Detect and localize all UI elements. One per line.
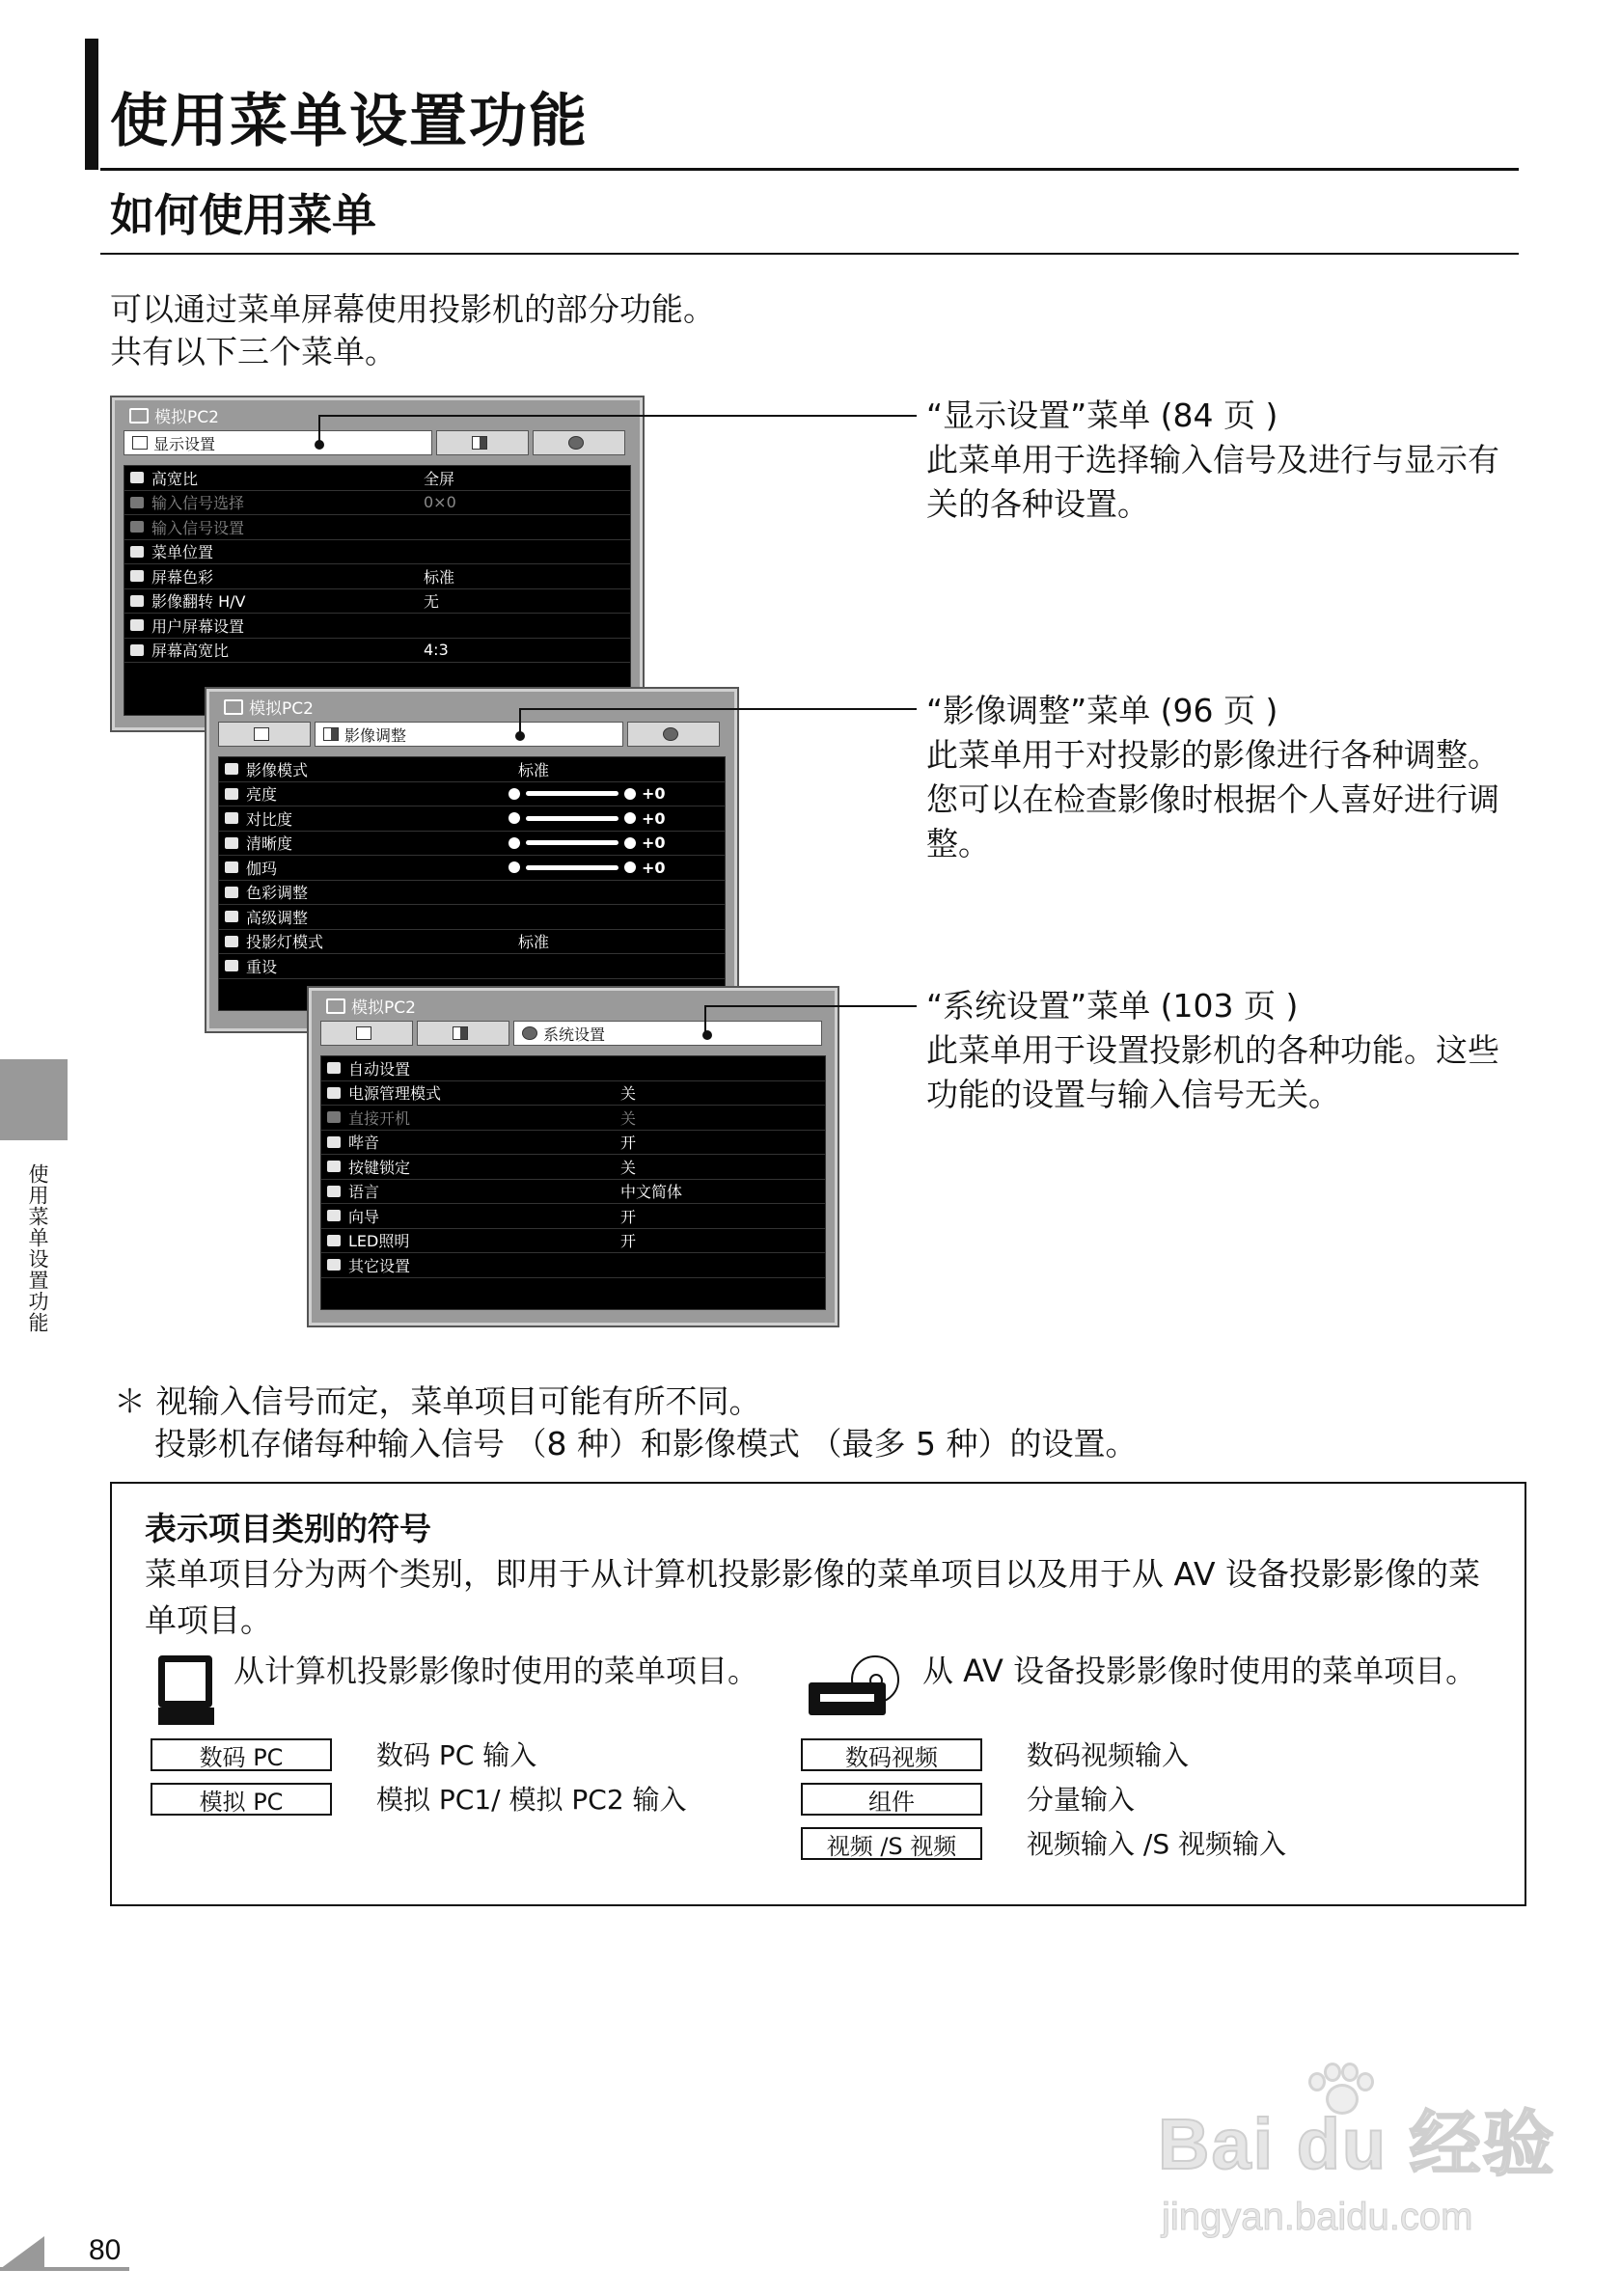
slider-track[interactable] (526, 816, 618, 821)
menu-item-value: 开 (620, 1207, 637, 1226)
menu2-window-title: 模拟PC2 (224, 695, 314, 719)
menu-item[interactable] (124, 639, 630, 664)
monitor-icon (224, 699, 243, 715)
menu-item-label: 直接开机 (348, 1108, 411, 1128)
menu-item-icon (327, 1235, 341, 1246)
menu-item-label: 电源管理模式 (348, 1084, 442, 1104)
display-settings-icon (132, 436, 148, 450)
menu-item-slider[interactable] (508, 784, 666, 803)
menu-item-label: 高宽比 (151, 469, 199, 488)
menu-item[interactable] (321, 1056, 825, 1081)
menu-item-label: 清晰度 (246, 834, 293, 854)
menu-item-icon (130, 570, 144, 582)
tab-image-adjust[interactable] (436, 430, 529, 455)
tab-image-adjust[interactable]: 影像调整 (315, 722, 623, 747)
menu-item-icon (327, 1087, 341, 1099)
menu-item-label: 重设 (246, 957, 278, 976)
menu-item[interactable] (321, 1180, 825, 1205)
menu-item[interactable] (219, 832, 725, 857)
menu-item-label: 屏幕色彩 (151, 567, 214, 587)
image-adjust-icon (323, 727, 339, 741)
menu-item[interactable] (321, 1081, 825, 1107)
menu-item[interactable] (219, 905, 725, 930)
menu-item-icon (130, 595, 144, 607)
desc-digital-pc: 数码 PC 输入 (376, 1739, 537, 1771)
note-line-2: 投影机存储每种输入信号 （8 种）和影像模式 （最多 5 种）的设置。 (154, 1425, 1138, 1462)
slider-min-icon (508, 788, 520, 800)
callout-1-leader (318, 415, 917, 417)
menu-item-icon (327, 1259, 341, 1271)
menu-item-icon (327, 1111, 341, 1123)
menu-item-value: 标准 (424, 567, 455, 587)
callout-3-body: 此菜单用于设置投影机的各种功能。这些功能的设置与输入信号无关。 (926, 1031, 1499, 1113)
menu-item-label: 哔音 (348, 1134, 380, 1153)
monitor-icon (129, 408, 149, 424)
menu3-window-title: 模拟PC2 (326, 994, 416, 1018)
menu-item-label: 输入信号选择 (151, 494, 245, 513)
menu1-window-title: 模拟PC2 (129, 403, 219, 427)
menu-item-label: 其它设置 (348, 1256, 411, 1275)
desc-component: 分量输入 (1027, 1784, 1136, 1816)
menu-item-slider[interactable] (508, 834, 666, 852)
slider-value: +0 (642, 858, 666, 877)
callout-2-body: 此菜单用于对投影的影像进行各种调整。您可以在检查影像时根据个人喜好进行调整。 (926, 736, 1499, 862)
label-video-svideo: 视频 /S 视频 (801, 1827, 982, 1860)
menu-item-label: 高级调整 (246, 908, 309, 927)
menu2-tabs (218, 722, 724, 749)
intro-line-1: 可以通过菜单屏幕使用投影机的部分功能。 (110, 290, 715, 328)
image-adjust-icon (472, 436, 487, 450)
baidu-watermark-url: jingyan.baidu.com (1162, 2196, 1473, 2238)
menu-item-label: 影像翻转 H/V (151, 592, 246, 612)
menu-item[interactable] (219, 881, 725, 906)
baidu-watermark-logo: Bai du 经验 (1158, 2104, 1556, 2184)
menu-item[interactable] (321, 1204, 825, 1229)
menu-item-icon (225, 763, 238, 775)
menu-item-slider[interactable] (508, 809, 666, 828)
menu3-tabs (320, 1021, 826, 1048)
menu-item-icon (225, 911, 238, 922)
menu-item[interactable] (124, 589, 630, 615)
slider-track[interactable] (526, 791, 618, 796)
side-chapter-tab (0, 1059, 68, 1140)
menu-item[interactable] (124, 540, 630, 565)
desc-video-svideo: 视频输入 /S 视频输入 (1027, 1828, 1287, 1860)
menu-item-label: 自动设置 (348, 1059, 411, 1079)
menu-item-label: 向导 (348, 1207, 380, 1226)
callout-1-body: 此菜单用于选择输入信号及进行与显示有关的各种设置。 (926, 441, 1499, 523)
callout-3-leader-v (704, 1005, 706, 1032)
menu-item-label: LED照明 (348, 1232, 410, 1251)
slider-min-icon (508, 812, 520, 824)
menu3-item-list (320, 1055, 826, 1310)
menu-item-value: 无 (424, 592, 440, 612)
menu-item-icon (327, 1210, 341, 1221)
slider-track[interactable] (526, 840, 618, 845)
menu-item-label: 色彩调整 (246, 884, 309, 903)
monitor-icon (326, 998, 345, 1014)
menu-item-value: 关 (620, 1108, 637, 1128)
callout-3-heading: “系统设置”菜单 (103 页 ) (926, 987, 1299, 1025)
label-analog-pc: 模拟 PC (151, 1783, 332, 1816)
system-settings-menu (307, 986, 839, 1327)
menu-item[interactable] (124, 614, 630, 639)
slider-track[interactable] (526, 865, 618, 870)
label-component: 组件 (801, 1783, 982, 1816)
menu-item-icon (225, 861, 238, 873)
slider-max-icon (624, 837, 636, 849)
image-adjust-menu (205, 687, 739, 1033)
menu-item-icon (130, 521, 144, 533)
section-title: 如何使用菜单 (110, 189, 376, 241)
menu-item-value: 开 (620, 1134, 637, 1153)
callout-1-leader-v (318, 415, 320, 444)
desc-digital-video: 数码视频输入 (1027, 1739, 1190, 1771)
tab-system-settings[interactable] (627, 722, 720, 747)
menu-item-label: 按键锁定 (348, 1158, 411, 1177)
av-category-text: 从 AV 设备投影影像时使用的菜单项目。 (922, 1653, 1477, 1689)
callout-1-heading: “显示设置”菜单 (84 页 ) (926, 396, 1278, 434)
menu-item[interactable] (219, 782, 725, 807)
menu2-item-list (218, 756, 726, 1011)
tab-display-settings[interactable]: 显示设置 (124, 430, 432, 455)
system-settings-icon (663, 727, 678, 741)
menu-item-value: 标准 (518, 933, 550, 952)
menu-item-icon (130, 497, 144, 508)
label-digital-pc: 数码 PC (151, 1738, 332, 1771)
menu-item-label: 屏幕高宽比 (151, 642, 230, 661)
menu-item-icon (130, 644, 144, 656)
callout-2-heading: “影像调整”菜单 (96 页 ) (926, 692, 1278, 729)
slider-value: +0 (642, 784, 666, 804)
symbol-box-description: 菜单项目分为两个类别，即用于从计算机投影影像的菜单项目以及用于从 AV 设备投影影像的菜单项目。 (145, 1555, 1481, 1639)
callout-2-leader-v (519, 708, 521, 735)
menu-item-label: 输入信号设置 (151, 518, 245, 537)
slider-max-icon (624, 812, 636, 824)
slider-value: +0 (642, 808, 666, 828)
slider-value: +0 (642, 834, 666, 853)
menu-item-icon (327, 1136, 341, 1148)
menu-item-icon (225, 960, 238, 971)
menu-item[interactable] (219, 954, 725, 979)
page-title: 使用菜单设置功能 (110, 88, 589, 155)
menu-item[interactable] (219, 930, 725, 955)
display-settings-icon (356, 1026, 371, 1040)
menu-item-icon (327, 1062, 341, 1074)
side-chapter-label: 使用菜单设置功能 (26, 1163, 49, 1333)
menu-item[interactable] (219, 757, 725, 782)
menu-item-icon (225, 936, 238, 947)
menu-item-label: 对比度 (246, 809, 293, 829)
callout-3-leader (704, 1005, 917, 1007)
menu-item[interactable] (124, 491, 630, 516)
label-digital-video: 数码视频 (801, 1738, 982, 1771)
tab-display-settings[interactable] (320, 1021, 413, 1046)
display-settings-icon (254, 727, 269, 741)
title-bar-accent (85, 39, 98, 170)
menu-item-value: 标准 (518, 760, 550, 779)
menu-item[interactable] (124, 466, 630, 491)
menu-item-label: 语言 (348, 1183, 380, 1202)
note-line-1: ＊ 视输入信号而定，菜单项目可能有所不同。 (114, 1382, 761, 1420)
symbol-box-heading: 表示项目类别的符号 (145, 1510, 431, 1547)
tab-image-adjust[interactable] (417, 1021, 509, 1046)
tab-display-settings[interactable] (218, 722, 311, 747)
menu-item-value: 0×0 (424, 493, 456, 512)
system-settings-icon (568, 436, 584, 450)
menu-item[interactable] (321, 1253, 825, 1278)
menu-item[interactable] (219, 806, 725, 832)
page-number-tab (0, 2236, 44, 2269)
tab-system-settings[interactable]: 系统设置 (513, 1021, 822, 1046)
menu-item-icon (225, 812, 238, 824)
callout-2-leader (519, 708, 917, 710)
menu-item-label: 影像模式 (246, 760, 309, 779)
image-adjust-icon (453, 1026, 468, 1040)
slider-max-icon (624, 788, 636, 800)
system-settings-icon (522, 1026, 537, 1040)
menu-item[interactable] (321, 1155, 825, 1180)
slider-min-icon (508, 861, 520, 873)
menu-item-icon (130, 546, 144, 558)
display-settings-menu (110, 396, 645, 732)
menu1-item-list (124, 465, 631, 716)
menu-item-icon (225, 837, 238, 849)
page-number: 80 (89, 2234, 122, 2266)
menu-item-value: 关 (620, 1158, 637, 1177)
menu1-tabs (124, 430, 629, 457)
pc-category-text: 从计算机投影影像时使用的菜单项目。 (234, 1653, 759, 1689)
menu-item-value: 全屏 (424, 469, 455, 488)
menu-item[interactable] (321, 1229, 825, 1254)
menu-item[interactable] (219, 856, 725, 881)
menu-item-slider[interactable] (508, 859, 666, 877)
title-rule (100, 168, 1519, 171)
av-device-icon (809, 1655, 905, 1723)
page-number-rule (0, 2267, 129, 2271)
menu-item[interactable] (124, 515, 630, 540)
menu-item-value: 开 (620, 1232, 637, 1251)
menu-item-icon (130, 619, 144, 631)
section-rule (100, 253, 1519, 255)
menu-item-label: 投影灯模式 (246, 933, 324, 952)
menu-item-label: 用户屏幕设置 (151, 616, 245, 636)
menu-item[interactable] (321, 1106, 825, 1131)
menu-item-label: 亮度 (246, 785, 278, 805)
menu-item-value: 关 (620, 1084, 637, 1104)
computer-icon (152, 1655, 214, 1727)
intro-line-2: 共有以下三个菜单。 (110, 333, 397, 370)
menu-item[interactable] (124, 564, 630, 589)
menu-item-value: 中文简体 (620, 1183, 683, 1202)
slider-max-icon (624, 861, 636, 873)
menu-item-icon (130, 472, 144, 483)
desc-analog-pc: 模拟 PC1/ 模拟 PC2 输入 (376, 1784, 687, 1816)
menu-item-icon (225, 887, 238, 898)
slider-min-icon (508, 837, 520, 849)
menu-item-label: 伽玛 (246, 859, 278, 878)
menu-item-icon (225, 788, 238, 800)
menu-item-icon (327, 1161, 341, 1172)
menu-item-value: 4:3 (424, 641, 449, 660)
menu-item-icon (327, 1186, 341, 1197)
tab-system-settings[interactable] (533, 430, 625, 455)
menu-item[interactable] (321, 1131, 825, 1156)
menu-item-label: 菜单位置 (151, 543, 214, 562)
